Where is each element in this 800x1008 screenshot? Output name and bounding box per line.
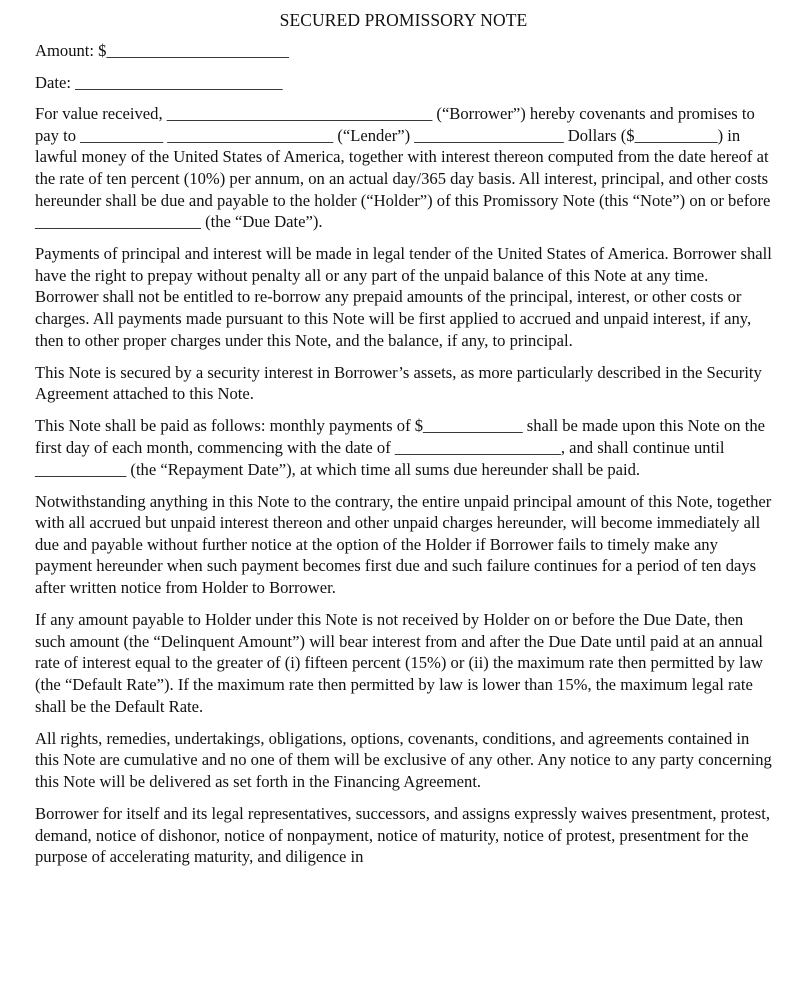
paragraph-waiver: Borrower for itself and its legal representatives, successors, and assigns expressly waives presentment, protest, demand, notice of dishonor, notice of nonpayment, notice of maturity, notice of protest, presentment for the purpose of accelerating maturity, and diligence in: [35, 803, 770, 867]
paragraph-payments-prepayment: Payments of principal and interest will be made in legal tender of the United States of America. Borrower shall have the right to prepay without penalty all or any part of the unpaid balance of this Note at any time. Borrower shall not be entitled to re-borrow any prepaid amounts of the principal, interest, or other costs or charges. All payments made pursuant to this Note will be first applied to accrued and unpaid interest, if any, then to other proper charges under this Note, and the balance, if any, to principal.: [35, 244, 772, 350]
paragraph-cumulative-rights: All rights, remedies, undertakings, obligations, options, covenants, conditions, and agreements contained in this Note are cumulative and no one of them will be exclusive of any other. Any notice to any party concerning this Note will be delivered as set forth in the Financing Agreement.: [35, 728, 772, 791]
paragraph-security-interest: This Note is secured by a security interest in Borrower’s assets, as more particularly described in the Security Agreement attached to this Note.: [35, 362, 762, 404]
date-line: Date: _________________________: [35, 72, 283, 92]
document-title: SECURED PROMISSORY NOTE: [279, 10, 528, 30]
amount-line: Amount: $______________________: [35, 41, 289, 60]
paragraph-default-interest: If any amount payable to Holder under this Note is not received by Holder on or before the Due Date, then such amount (the “Delinquent Amount”) will bear interest from and after the Due Date until paid at an annual rate of interest equal to the greater of (i) fifteen percent (15%) or (ii) the maximum rate then permitted by law (the “Default Rate”). If the maximum rate then permitted by law is lower than 15%, the maximum legal rate shall be the Default Rate.: [35, 610, 764, 716]
paragraph-payment-promise: For value received, ________________________________ (“Borrower”) hereby covenants and promises to pay to __________ ____________________ (“Lender”) __________________ Dollars ($__________) in lawful money of the United States of America, together with interest thereon computed from the date hereof at the rate of ten percent (10%) per annum, on an actual day/365 day basis. All interest, principal, and other costs hereunder shall be due and payable to the holder (“Holder”) of this Promissory Note (this “Note”) on or before ____________________ (the “Due Date”).: [35, 104, 771, 232]
paragraph-payment-schedule: This Note shall be paid as follows: monthly payments of $____________ shall be made upon this Note on the first day of each month, commencing with the date of ____________________, and shall continue until ___________ (the “Repayment Date”), at which time all sums due hereunder shall be paid.: [35, 416, 766, 479]
paragraph-acceleration: Notwithstanding anything in this Note to the contrary, the entire unpaid principal amount of this Note, together with all accrued but unpaid interest thereon and other unpaid charges hereunder, will become immediately all due and payable without further notice at the option of the Holder if Borrower fails to timely make any payment hereunder when such payment becomes first due and such failure continues for a period of ten days after written notice from Holder to Borrower.: [35, 491, 772, 598]
